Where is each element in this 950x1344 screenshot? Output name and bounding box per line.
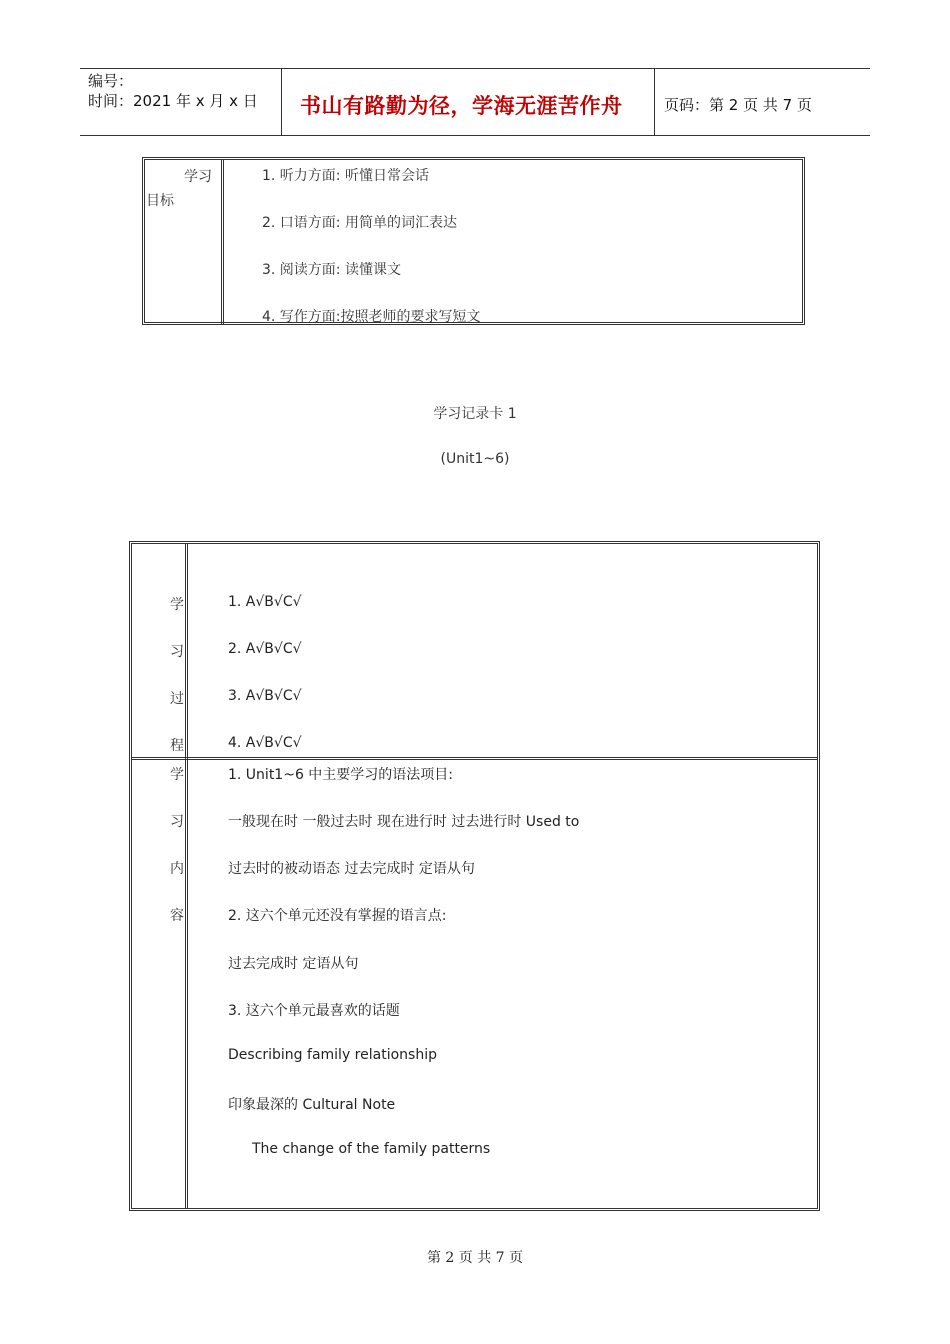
process-item: 4. A√B√C√ — [228, 735, 302, 751]
content-line: 过去完成时 定语从句 — [228, 956, 359, 972]
header-time-label: 时间：2021 年 x 月 x 日 — [88, 92, 258, 110]
header-number-label: 编号： — [88, 72, 134, 90]
objectives-table-divider — [221, 160, 224, 325]
process-item: 1. A√B√C√ — [228, 594, 302, 610]
objectives-table — [142, 157, 805, 325]
content-line: 2. 这六个单元还没有掌握的语言点: — [228, 908, 447, 924]
record-table-divider — [185, 544, 188, 1208]
header-motto: 书山有路勤为径，学海无涯苦作舟 — [300, 94, 623, 118]
content-label-char: 习 — [170, 814, 184, 830]
process-label-char: 学 — [170, 597, 184, 613]
content-line: 3. 这六个单元最喜欢的话题 — [228, 1003, 400, 1019]
objectives-label-line1: 学习 — [184, 169, 212, 185]
card-subtitle: (Unit1~6) — [440, 451, 510, 467]
page-footer: 第 2 页 共 7 页 — [426, 1250, 524, 1266]
content-label-char: 内 — [170, 861, 184, 877]
process-label-char: 过 — [170, 691, 184, 707]
content-line: 1. Unit1~6 中主要学习的语法项目: — [228, 767, 454, 783]
content-label-char: 容 — [170, 908, 184, 924]
header-divider-left — [281, 68, 282, 135]
header-page-label: 页码：第 2 页 共 7 页 — [664, 96, 812, 114]
content-line: 过去时的被动语态 过去完成时 定语从句 — [228, 861, 475, 877]
objective-item: 4. 写作方面:按照老师的要求写短文 — [262, 309, 481, 325]
header-bottom-rule — [80, 135, 870, 136]
objective-item: 3. 阅读方面: 读懂课文 — [262, 262, 401, 278]
record-table-row-divider — [132, 757, 817, 760]
objectives-label-line2: 目标 — [146, 193, 174, 209]
header-divider-right — [654, 68, 655, 135]
process-label-char: 习 — [170, 644, 184, 660]
content-line: The change of the family patterns — [252, 1141, 491, 1157]
content-line: 印象最深的 Cultural Note — [228, 1097, 396, 1113]
process-label-char: 程 — [170, 738, 184, 754]
process-item: 2. A√B√C√ — [228, 641, 302, 657]
objective-item: 1. 听力方面: 听懂日常会话 — [262, 168, 429, 184]
header-top-rule — [80, 68, 870, 69]
content-line: 一般现在时 一般过去时 现在进行时 过去进行时 Used to — [228, 814, 580, 830]
process-item: 3. A√B√C√ — [228, 688, 302, 704]
card-title: 学习记录卡 1 — [433, 406, 517, 422]
content-label-char: 学 — [170, 767, 184, 783]
content-line: Describing family relationship — [228, 1047, 437, 1063]
objective-item: 2. 口语方面: 用简单的词汇表达 — [262, 215, 457, 231]
